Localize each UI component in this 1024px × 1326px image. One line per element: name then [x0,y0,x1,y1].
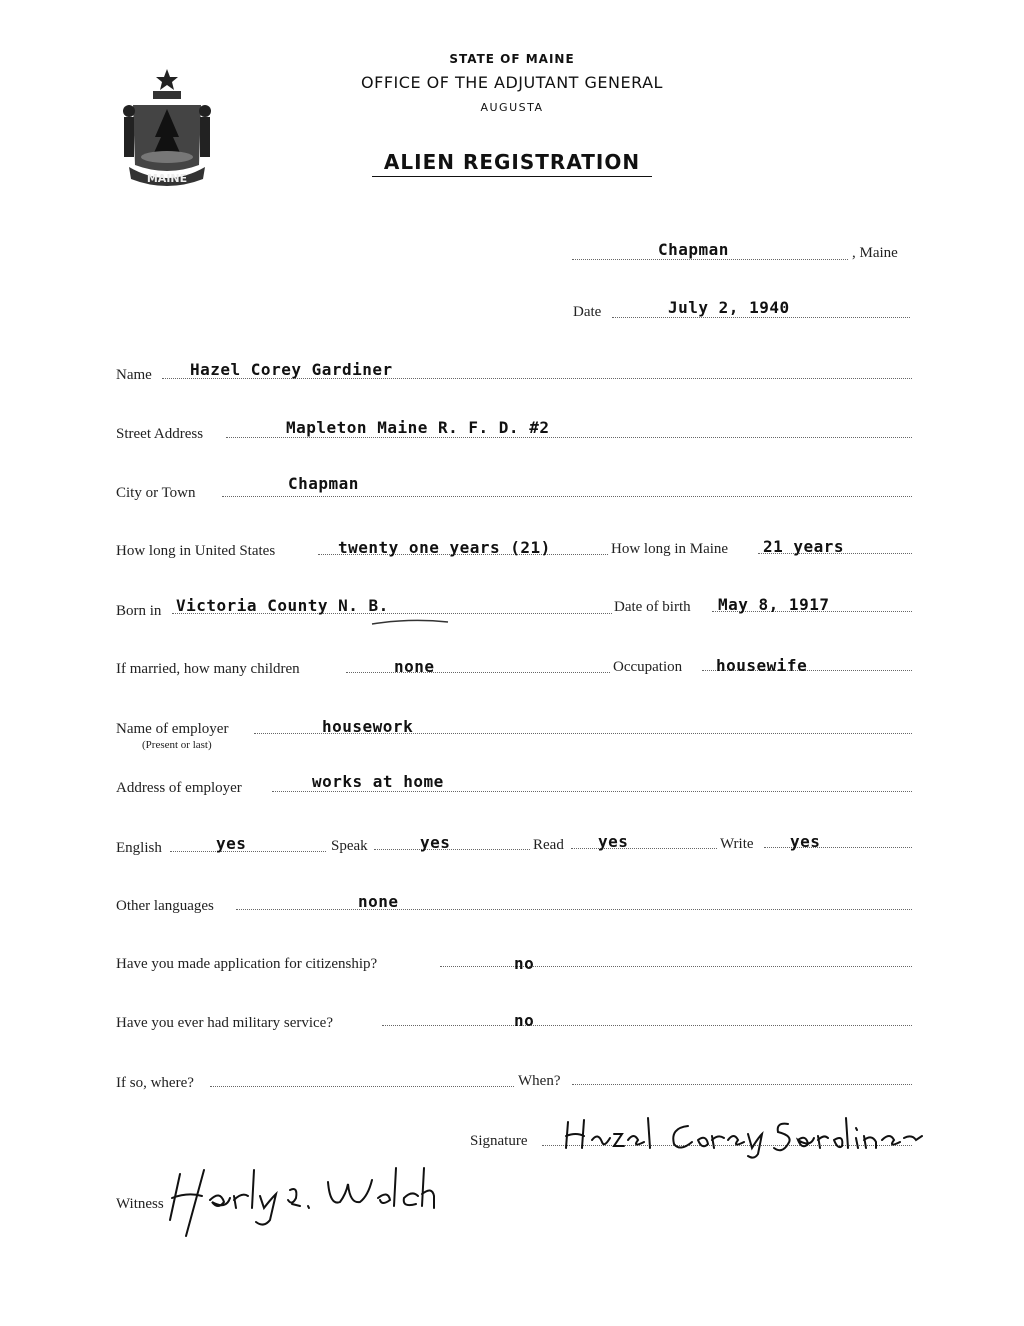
city-label: City or Town [116,485,196,501]
other-languages-line [236,909,912,910]
english-line [170,851,326,852]
street-line [226,437,912,438]
city-value: Chapman [288,474,359,493]
write-label: Write [720,836,754,852]
children-value: none [394,657,435,676]
other-languages-value: none [358,892,399,911]
read-label: Read [533,837,564,853]
city-line [222,496,912,497]
signature-label: Signature [470,1133,528,1149]
street-value: Mapleton Maine R. F. D. #2 [286,418,550,437]
when-line [572,1084,912,1085]
header-state: STATE OF MAINE [449,52,575,66]
place-value: Chapman [658,240,729,259]
employer-value: housework [322,717,414,736]
name-value: Hazel Corey Gardiner [190,360,393,379]
military-value: no [514,1011,535,1030]
header-office: OFFICE OF THE ADJUTANT GENERAL [361,73,663,92]
name-label: Name [116,367,152,383]
date-label: Date [573,304,602,320]
how-long-maine-value: 21 years [763,537,845,556]
dob-value: May 8, 1917 [718,595,830,614]
when-label: When? [518,1073,561,1089]
citizenship-line [440,966,912,967]
signature-handwriting [562,1108,942,1160]
occupation-label: Occupation [613,659,683,675]
dob-label: Date of birth [614,599,691,615]
read-value: yes [598,832,629,851]
svg-text:MAINE: MAINE [146,172,188,185]
citizenship-label: Have you made application for citizenship? [116,956,378,972]
witness-label: Witness [116,1196,164,1212]
write-value: yes [790,832,821,851]
employer-address-line [272,791,912,792]
form-title: ALIEN REGISTRATION [372,150,652,177]
military-label: Have you ever had military service? [116,1015,333,1031]
read-line [571,848,717,849]
write-line [764,847,912,848]
employer-label: Name of employer [116,721,229,737]
place-line [572,259,848,260]
how-long-us-label: How long in United States [116,543,276,559]
how-long-maine-label: How long in Maine [611,541,729,557]
children-label: If married, how many children [116,661,300,677]
pen-mark [370,616,450,628]
street-label: Street Address [116,426,204,442]
date-line [612,317,910,318]
english-label: English [116,840,162,856]
where-label: If so, where? [116,1075,194,1091]
speak-label: Speak [331,838,368,854]
children-line [346,672,610,673]
where-line [210,1086,514,1087]
occupation-value: housewife [716,656,808,675]
born-in-value: Victoria County N. B. [176,596,389,615]
speak-value: yes [420,833,451,852]
citizenship-value: no [514,954,535,973]
born-in-label: Born in [116,603,162,619]
employer-address-value: works at home [312,772,444,791]
english-value: yes [216,834,247,853]
header-city: AUGUSTA [480,101,544,114]
military-line [382,1025,912,1026]
date-value: July 2, 1940 [668,298,790,317]
witness-handwriting [168,1160,468,1242]
other-languages-label: Other languages [116,898,214,914]
employer-address-label: Address of employer [116,780,242,796]
employer-sublabel: (Present or last) [142,739,212,751]
place-suffix: , Maine [852,245,898,261]
speak-line [374,849,530,850]
how-long-us-value: twenty one years (21) [338,538,551,557]
